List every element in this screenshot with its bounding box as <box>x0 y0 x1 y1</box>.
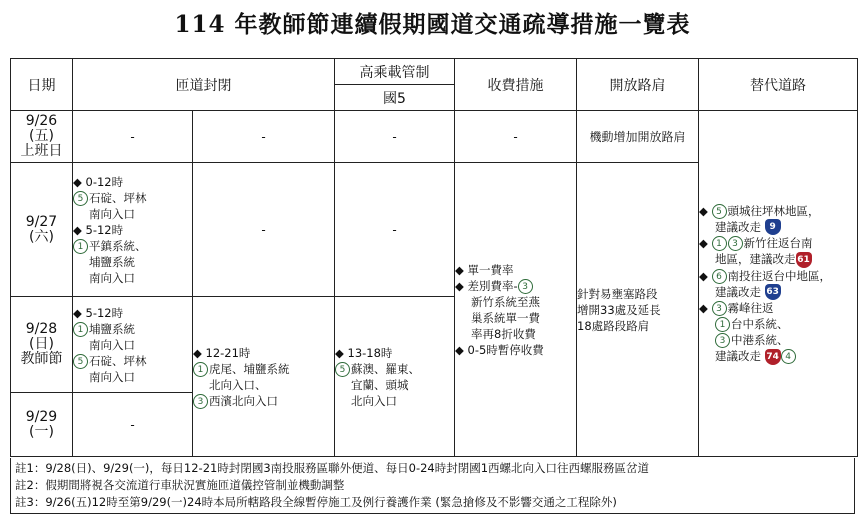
freeway-shield-icon: 3 <box>728 236 743 251</box>
header-hov-sub: 國5 <box>335 85 455 111</box>
provincial-road-icon: 9 <box>765 219 781 235</box>
freeway-shield-icon: 1 <box>73 239 88 254</box>
freeway-shield-icon: 5 <box>73 354 88 369</box>
hov-shared-cell: ◆ 13-18時 5 蘇澳、羅東、 宜蘭、頭城 北向入口 <box>335 297 455 457</box>
freeway-shield-icon: 1 <box>712 236 727 251</box>
freeway-shield-icon: 3 <box>712 301 727 316</box>
freeway-shield-icon: 3 <box>518 279 533 294</box>
freeway-shield-icon: 1 <box>193 362 208 377</box>
ramp-0928-a: ◆ 5-12時 1 埔鹽系統 南向入口 5 石碇、坪林 南向入口 <box>73 297 193 393</box>
header-alt: 替代道路 <box>699 59 858 111</box>
measures-table <box>10 58 858 457</box>
date-cell-0926: 9/26 (五) 上班日 <box>11 111 73 163</box>
toll-cell: ◆ 單一費率 ◆ 差別費率- 3 新竹系統至燕 巢系統單一費 率再8折收費 ◆ 0-5時暫停收費 <box>455 163 577 457</box>
hov-0926: - <box>335 111 455 163</box>
freeway-shield-icon: 6 <box>712 269 727 284</box>
note-3: 註3：9/26(五)12時至第9/29(一)24時本局所轄路段全線暫停施工及例行養護作業 (緊急搶修及不影響交通之工程除外) <box>15 495 617 509</box>
freeway-shield-icon: 1 <box>73 322 88 337</box>
freeway-shield-icon: 5 <box>712 204 727 219</box>
notes-section <box>10 458 855 514</box>
shoulder-cell: 針對易壅塞路段 增開33處及延長 18處路段路肩 <box>577 163 699 457</box>
toll-0926: - <box>455 111 577 163</box>
date-cell-0929: 9/29 (一) <box>11 393 73 457</box>
header-ramp: 匝道封閉 <box>73 59 335 111</box>
freeway-shield-icon: 1 <box>715 317 730 332</box>
freeway-shield-icon: 5 <box>335 362 350 377</box>
provincial-road-icon: 63 <box>765 284 781 300</box>
header-date: 日期 <box>11 59 73 111</box>
ramp-shared-cell: ◆ 12-21時 1 虎尾、埔鹽系統 北向入口、 3 西濱北向入口 <box>193 297 335 457</box>
note-1: 註1：9/28(日)、9/29(一)，每日12-21時封閉國3南投服務區聯外便道、每日0-24時封閉國1西螺北向入口往西螺服務區岔道 <box>15 461 650 475</box>
freeway-shield-icon: 4 <box>781 349 796 364</box>
date-cell-0928: 9/28 (日) 教師節 <box>11 297 73 393</box>
freeway-shield-icon: 3 <box>193 394 208 409</box>
ramp-0927-b: - <box>193 163 335 297</box>
note-2: 註2：假期間將視各交流道行車狀況實施匝道儀控管制並機動調整 <box>15 478 345 492</box>
page-title: 114 年教師節連續假期國道交通疏導措施一覽表 <box>174 11 691 38</box>
freeway-shield-icon: 3 <box>715 333 730 348</box>
ramp-0926-b: - <box>193 111 335 163</box>
header-shoulder: 開放路肩 <box>577 59 699 111</box>
header-hov: 高乘載管制 <box>335 59 455 85</box>
freeway-shield-icon: 5 <box>73 191 88 206</box>
ramp-0929-a: - <box>73 393 193 457</box>
alt-roads-cell: ◆ 5 頭城往坪林地區， 建議改走 9 ◆ 1 3 新竹往返台南 地區，建議改走 61 ◆ 6 南投往返台中地區， 建議改走 63 ◆ 3 霧峰往返 1 台中系統、 3 中港系統、 建議改走 74 4 <box>699 111 858 457</box>
header-toll: 收費措施 <box>455 59 577 111</box>
shoulder-0926: 機動增加開放路肩 <box>577 111 699 163</box>
expressway-icon: 74 <box>765 349 781 365</box>
expressway-icon: 61 <box>796 252 812 268</box>
date-cell-0927: 9/27 (六) <box>11 163 73 297</box>
ramp-0927-a: ◆ 0-12時 5 石碇、坪林 南向入口 ◆ 5-12時 1 平鎮系統、 埔鹽系統 南向入口 <box>73 163 193 297</box>
hov-0927: - <box>335 163 455 297</box>
ramp-0926-a: - <box>73 111 193 163</box>
